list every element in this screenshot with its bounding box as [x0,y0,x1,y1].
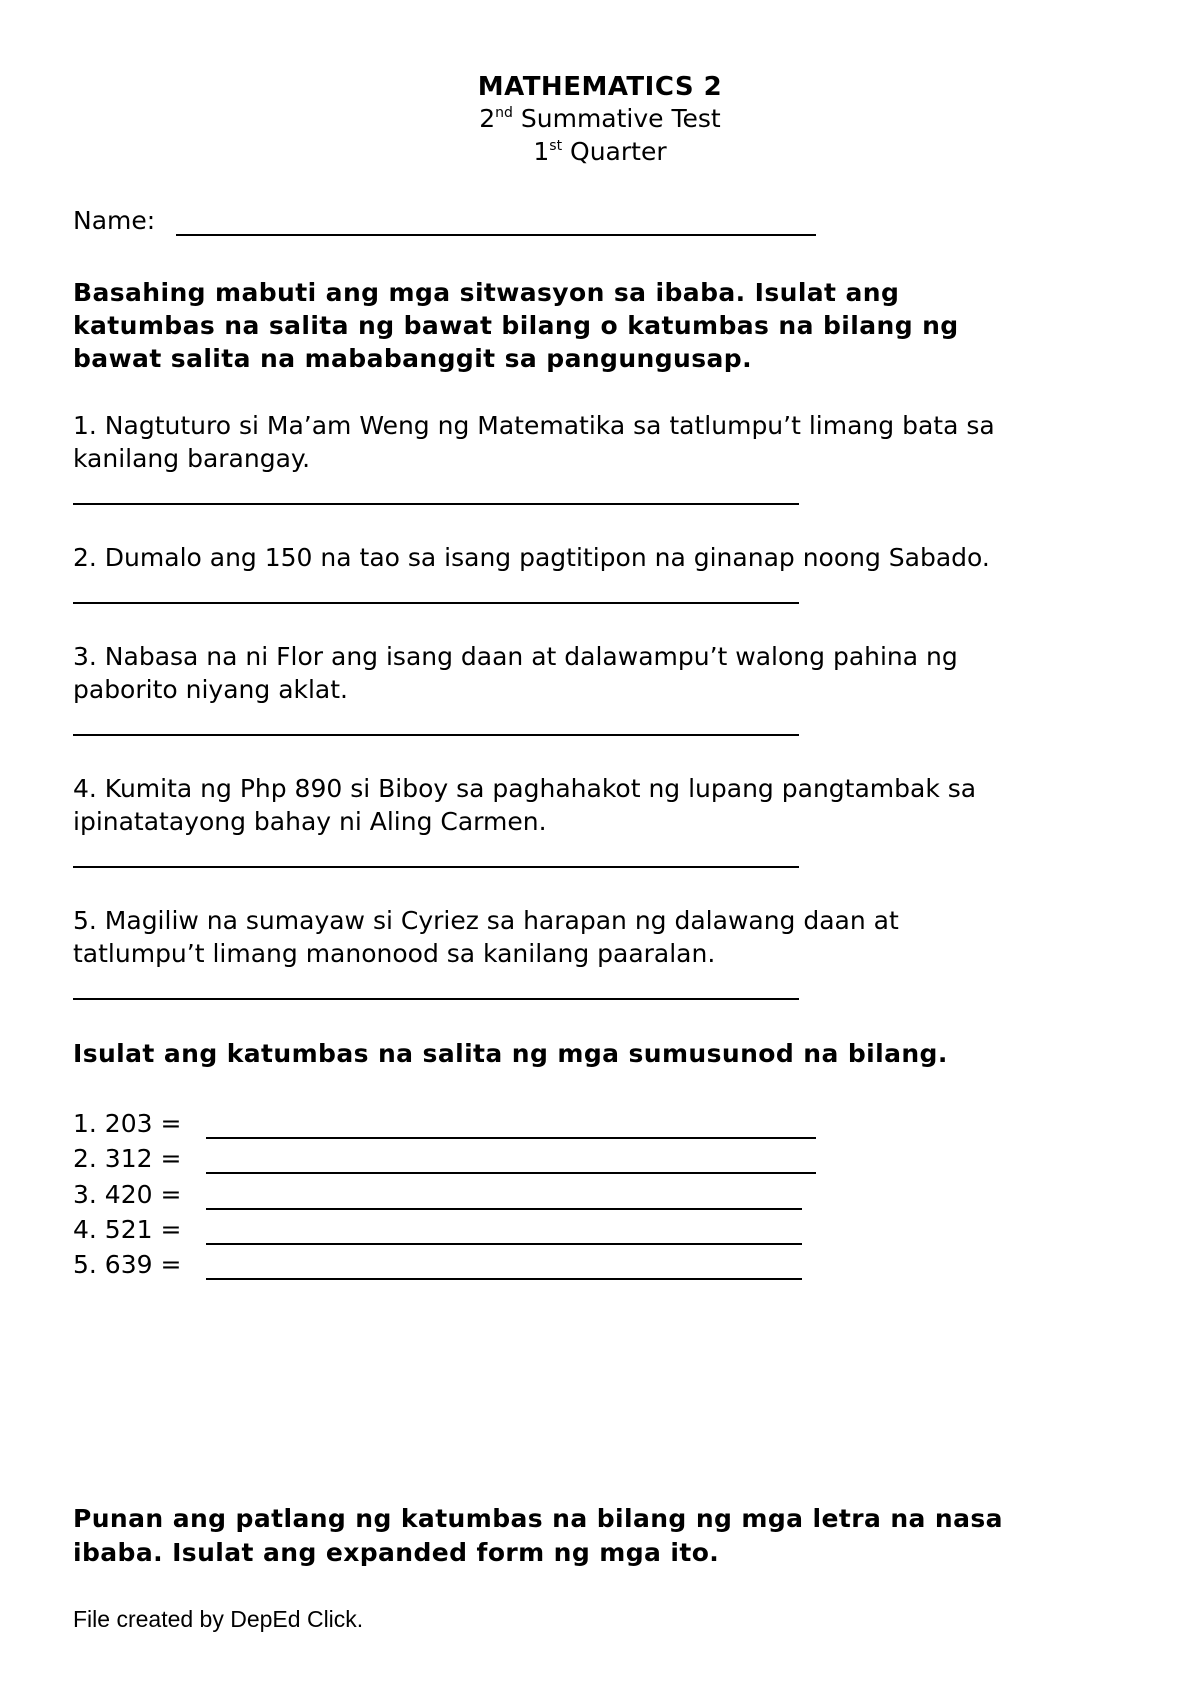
question-3-line-1: 3. Nabasa na ni Flor ang isang daan at dalawampu’t walong pahina ng [73,642,958,671]
number-item-2: 2. 312 = [73,1144,182,1173]
number-item-2-answer-line[interactable] [206,1172,816,1174]
document-title: MATHEMATICS 2 [477,72,723,102]
section1-instruction-line-1: Basahing mabuti ang mga sitwasyon sa ibaba. Isulat ang [73,278,900,307]
number-item-4-answer-line[interactable] [206,1243,802,1245]
section3-instruction-line-1: Punan ang patlang ng katumbas na bilang ng mga letra na nasa [73,1504,1003,1533]
name-label: Name: [73,206,156,235]
quarter-subtitle: 1st Quarter [533,137,667,166]
question-5-line-1: 5. Magiliw na sumayaw si Cyriez sa harapan ng dalawang daan at [73,906,899,935]
number-item-4: 4. 521 = [73,1215,182,1244]
number-item-5: 5. 639 = [73,1250,182,1279]
question-5-line-2: tatlumpu’t limang manonood sa kanilang paaralan. [73,939,716,968]
number-item-3: 3. 420 = [73,1180,182,1209]
number-item-5-answer-line[interactable] [206,1278,802,1280]
question-1-answer-line[interactable] [73,503,799,505]
question-1-line-2: kanilang barangay. [73,444,311,473]
question-3-answer-line[interactable] [73,734,799,736]
section3-instruction-line-2: ibaba. Isulat ang expanded form ng mga ito. [73,1538,720,1567]
test-subtitle: 2nd Summative Test [479,104,721,133]
number-item-1-answer-line[interactable] [206,1137,816,1139]
number-item-1: 1. 203 = [73,1109,182,1138]
question-5-answer-line[interactable] [73,998,799,1000]
question-4-line-1: 4. Kumita ng Php 890 si Biboy sa paghahakot ng lupang pangtambak sa [73,774,977,803]
section1-instruction-line-3: bawat salita na mababanggit sa pangungusap. [73,344,752,373]
question-2-line-1: 2. Dumalo ang 150 na tao sa isang pagtitipon na ginanap noong Sabado. [73,543,990,572]
section1-instruction-line-2: katumbas na salita ng bawat bilang o katumbas na bilang ng [73,311,959,340]
footer-credit: File created by DepEd Click. [73,1606,364,1632]
number-item-3-answer-line[interactable] [206,1208,802,1210]
question-4-line-2: ipinatatayong bahay ni Aling Carmen. [73,807,547,836]
question-3-line-2: paborito niyang aklat. [73,675,348,704]
name-answer-line[interactable] [176,234,816,236]
question-2-answer-line[interactable] [73,602,799,604]
section2-instruction: Isulat ang katumbas na salita ng mga sumusunod na bilang. [73,1039,948,1068]
question-1-line-1: 1. Nagtuturo si Ma’am Weng ng Matematika sa tatlumpu’t limang bata sa [73,411,995,440]
question-4-answer-line[interactable] [73,866,799,868]
